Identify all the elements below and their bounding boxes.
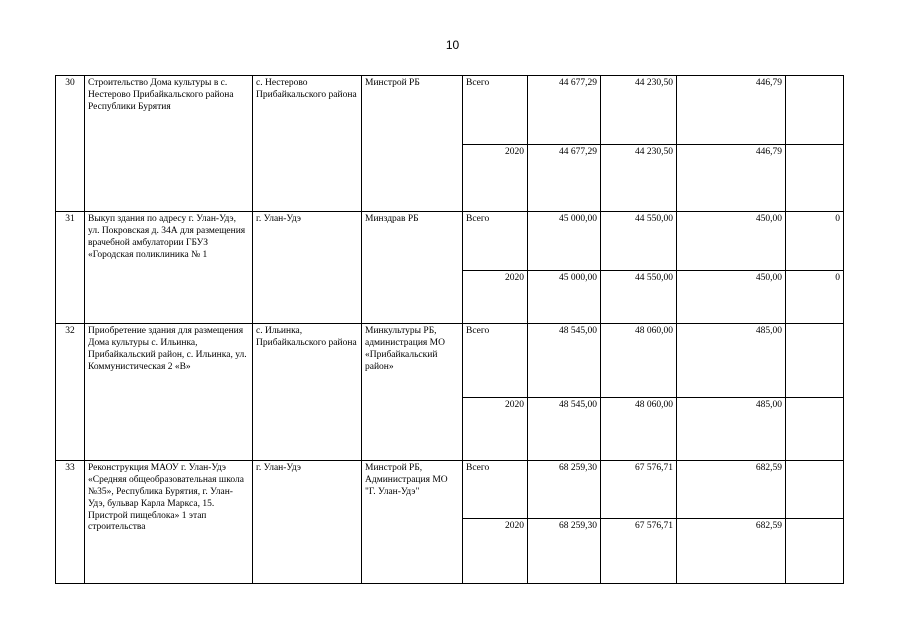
amount-total: 48 545,00 <box>528 398 601 461</box>
object-location: г. Улан-Удэ <box>253 212 362 324</box>
amount-total: 68 259,30 <box>528 461 601 519</box>
amount-regional: 682,59 <box>677 461 786 519</box>
page-number: 10 <box>445 38 460 52</box>
object-table <box>55 75 844 584</box>
table-row <box>56 76 844 145</box>
amount-regional: 450,00 <box>677 212 786 271</box>
row-number: 33 <box>56 461 85 584</box>
amount-other <box>786 461 844 519</box>
amount-total: 45 000,00 <box>528 271 601 324</box>
object-name: Приобретение здания для размещения Дома культуры с. Ильинка, Прибайкальский район, с. Ильинка, ул. Коммунистическая 2 «В» <box>85 324 253 461</box>
object-name: Строительство Дома культуры в с. Нестерово Прибайкальского района Республики Бурятия <box>85 76 253 212</box>
amount-other <box>786 398 844 461</box>
period-label: 2020 <box>463 519 528 584</box>
row-number: 30 <box>56 76 85 212</box>
amount-federal: 67 576,71 <box>601 519 677 584</box>
amount-other: 0 <box>786 212 844 271</box>
amount-other: 0 <box>786 271 844 324</box>
amount-total: 45 000,00 <box>528 212 601 271</box>
amount-regional: 450,00 <box>677 271 786 324</box>
object-name: Выкуп здания по адресу г. Улан-Удэ, ул. Покровская д. 34А для размещения врачебной амбулатории ГБУЗ «Городская поликлиника № 1 <box>85 212 253 324</box>
period-label: 2020 <box>463 145 528 212</box>
table-row <box>56 461 844 519</box>
amount-other <box>786 76 844 145</box>
object-location: с. Ильинка, Прибайкальского района <box>253 324 362 461</box>
amount-total: 44 677,29 <box>528 145 601 212</box>
object-customer: Минкультуры РБ, администрация МО «Прибайкальский район» <box>362 324 463 461</box>
amount-total: 68 259,30 <box>528 519 601 584</box>
period-label: 2020 <box>463 398 528 461</box>
amount-regional: 446,79 <box>677 76 786 145</box>
amount-federal: 48 060,00 <box>601 398 677 461</box>
object-location: г. Улан-Удэ <box>253 461 362 584</box>
amount-federal: 67 576,71 <box>601 461 677 519</box>
period-label: Всего <box>463 212 528 271</box>
table-row <box>56 212 844 271</box>
amount-federal: 44 550,00 <box>601 212 677 271</box>
period-label: 2020 <box>463 271 528 324</box>
amount-total: 48 545,00 <box>528 324 601 398</box>
amount-federal: 44 230,50 <box>601 145 677 212</box>
object-customer: Минздрав РБ <box>362 212 463 324</box>
amount-regional: 485,00 <box>677 398 786 461</box>
table-row <box>56 324 844 398</box>
period-label: Всего <box>463 461 528 519</box>
amount-regional: 485,00 <box>677 324 786 398</box>
amount-regional: 682,59 <box>677 519 786 584</box>
row-number: 32 <box>56 324 85 461</box>
object-location: с. Нестерово Прибайкальского района <box>253 76 362 212</box>
amount-other <box>786 145 844 212</box>
object-customer: Минстрой РБ <box>362 76 463 212</box>
amount-other <box>786 324 844 398</box>
amount-federal: 48 060,00 <box>601 324 677 398</box>
object-name: Реконструкция МАОУ г. Улан-Удэ «Средняя общеобразовательная школа №35», Республика Бурятия, г. Улан-Удэ, бульвар Карла Маркса, 15. Пристрой пищеблока» 1 этап строительства <box>85 461 253 584</box>
period-label: Всего <box>463 324 528 398</box>
amount-federal: 44 230,50 <box>601 76 677 145</box>
amount-total: 44 677,29 <box>528 76 601 145</box>
amount-regional: 446,79 <box>677 145 786 212</box>
row-number: 31 <box>56 212 85 324</box>
amount-federal: 44 550,00 <box>601 271 677 324</box>
amount-other <box>786 519 844 584</box>
object-customer: Минстрой РБ, Администрация МО "Г. Улан-Удэ" <box>362 461 463 584</box>
period-label: Всего <box>463 76 528 145</box>
